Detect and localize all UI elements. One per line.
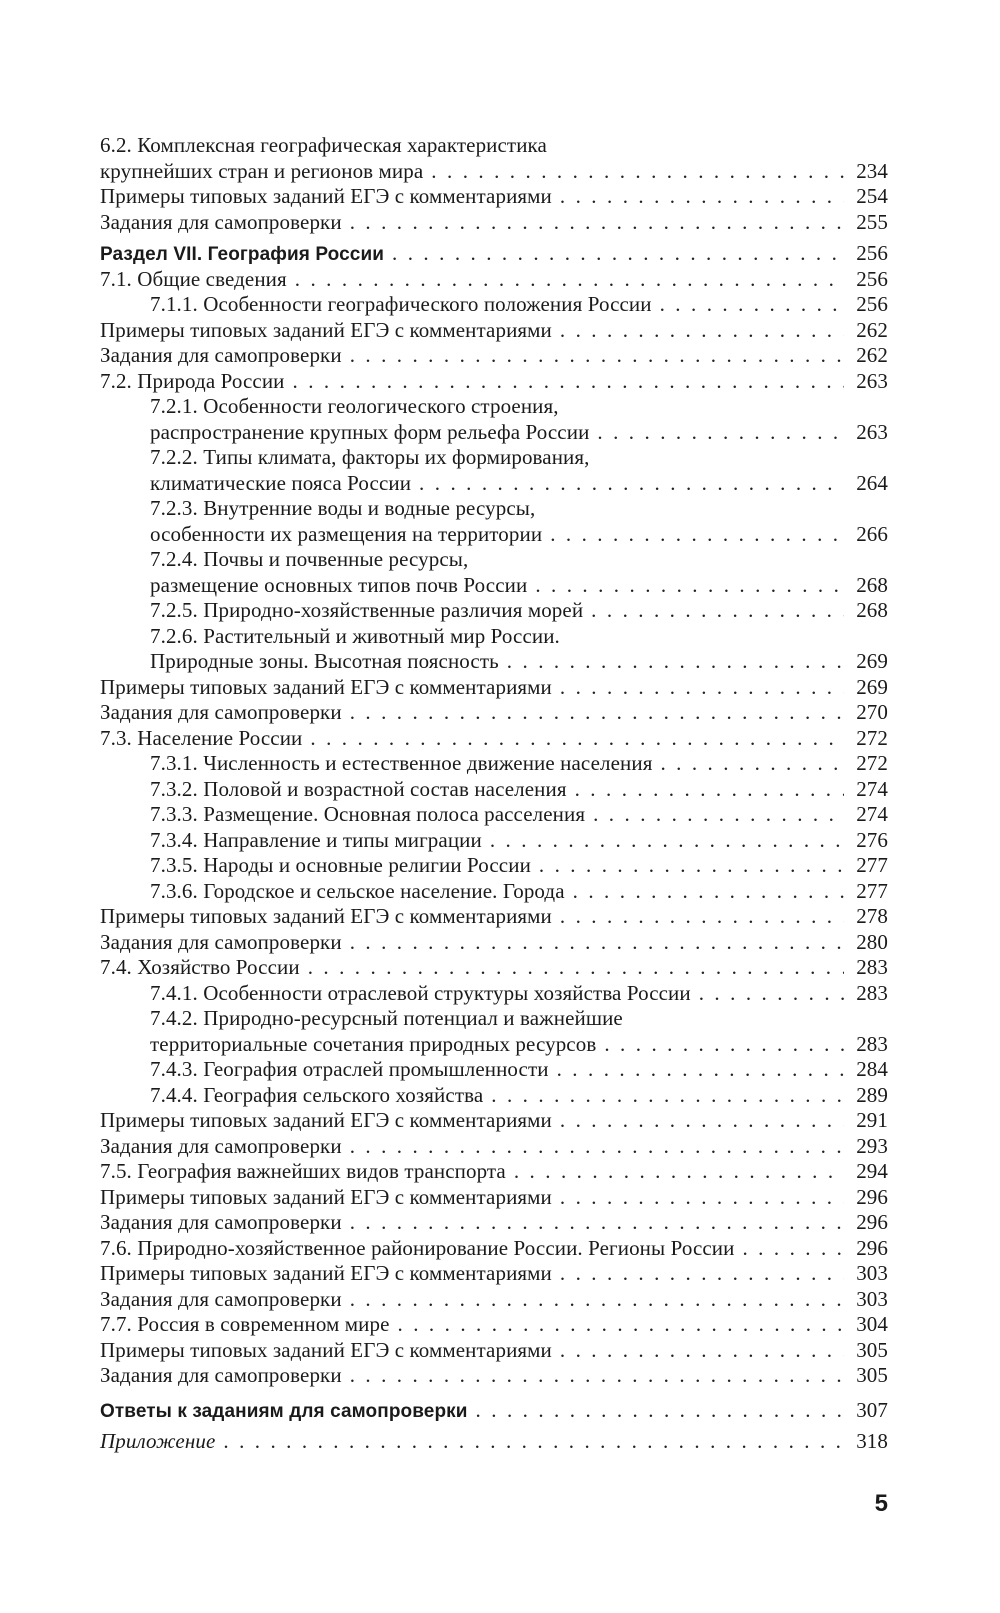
toc-entry-page: 270 xyxy=(856,700,888,724)
dot-leader xyxy=(734,1236,844,1262)
toc-entry-page: 262 xyxy=(856,317,888,342)
toc-entry-title: Задания для самопроверки xyxy=(100,209,342,234)
dot-leader xyxy=(342,1363,844,1389)
toc-entry-page: 283 xyxy=(856,980,888,1005)
toc-entry-page: 284 xyxy=(856,1057,888,1081)
toc-entry xyxy=(100,598,888,624)
toc-entry xyxy=(100,1083,888,1109)
toc-entry xyxy=(100,1057,888,1083)
toc-entry-title: климатические пояса России xyxy=(150,470,412,495)
dot-leader xyxy=(527,573,844,599)
toc-entry-page: 296 xyxy=(856,1235,888,1260)
toc-entry xyxy=(100,1287,888,1313)
toc-entry-page: 274 xyxy=(856,776,888,801)
dot-leader xyxy=(483,1083,844,1109)
toc-entry-page: 262 xyxy=(856,343,888,367)
toc-entry-page: 269 xyxy=(856,674,888,699)
toc-entry-page: 255 xyxy=(856,209,888,234)
toc-entry xyxy=(100,369,888,395)
toc-entry-page: 254 xyxy=(856,184,888,208)
toc-entry-title: 7.5. География важнейших видов транспорта xyxy=(100,1159,506,1183)
toc-entry-page: 277 xyxy=(856,853,888,877)
toc-entry-page: 304 xyxy=(856,1312,888,1336)
toc-entry xyxy=(100,1134,888,1160)
toc-entry xyxy=(100,726,888,752)
dot-leader xyxy=(411,471,844,497)
toc-entry-title: 7.4.1. Особенности отраслевой структуры хозяйства России xyxy=(150,980,691,1005)
dot-leader xyxy=(542,522,844,548)
toc-entry-title: территориальные сочетания природных ресурсов xyxy=(150,1031,597,1056)
toc-entry-page: 280 xyxy=(856,929,888,954)
toc-entry-page: 291 xyxy=(856,1108,888,1132)
dot-leader xyxy=(552,675,844,701)
toc-entry-title: Задания для самопроверки xyxy=(100,1133,342,1158)
toc-entry-page: 256 xyxy=(856,266,888,291)
toc-entry-page: 266 xyxy=(856,521,888,546)
toc-entry xyxy=(100,955,888,981)
toc-entry xyxy=(100,1338,888,1364)
toc-entry xyxy=(100,1363,888,1389)
toc-entry-page: 268 xyxy=(856,572,888,597)
toc-entry-title: Ответы к заданиям для самопроверки xyxy=(100,1400,468,1422)
toc-entry xyxy=(100,700,888,726)
toc-entry-title: 7.3.6. Городское и сельское население. Города xyxy=(150,878,565,903)
toc-entry-title: Примеры типовых заданий ЕГЭ с комментариями xyxy=(100,1337,552,1362)
toc-entry-title: Примеры типовых заданий ЕГЭ с комментариями xyxy=(100,317,552,342)
toc-entry-page: 307 xyxy=(856,1397,888,1422)
toc-entry xyxy=(100,675,888,701)
dot-leader xyxy=(468,1398,844,1424)
dot-leader xyxy=(287,267,844,293)
dot-leader xyxy=(215,1429,844,1455)
toc-entry-page: 276 xyxy=(856,827,888,852)
toc-entry xyxy=(100,133,888,159)
table-of-contents xyxy=(100,133,888,1455)
toc-entry-title: 7.3.4. Направление и типы миграции xyxy=(150,827,482,852)
toc-entry-page: 305 xyxy=(856,1337,888,1362)
toc-entry xyxy=(100,159,888,185)
dot-leader xyxy=(691,981,844,1007)
toc-entry-page: 272 xyxy=(856,751,888,775)
toc-entry-title: 7.1.1. Особенности географического положения России xyxy=(150,292,652,316)
toc-entry xyxy=(100,420,888,446)
toc-entry xyxy=(100,1108,888,1134)
toc-entry-page: 264 xyxy=(856,470,888,495)
toc-entry-title: 7.2.3. Внутренние воды и водные ресурсы, xyxy=(150,496,536,520)
dot-leader xyxy=(567,777,844,803)
dot-leader xyxy=(482,828,844,854)
toc-entry-title: 7.4.2. Природно-ресурсный потенциал и важнейшие xyxy=(150,1006,623,1030)
toc-entry-page: 289 xyxy=(856,1082,888,1107)
dot-leader xyxy=(499,649,844,675)
dot-leader xyxy=(552,184,844,210)
dot-leader xyxy=(652,292,844,318)
toc-entry-title: Примеры типовых заданий ЕГЭ с комментариями xyxy=(100,184,552,208)
dot-leader xyxy=(549,1057,844,1083)
toc-entry xyxy=(100,1236,888,1262)
toc-entry xyxy=(100,777,888,803)
toc-entry-title: Примеры типовых заданий ЕГЭ с комментариями xyxy=(100,1184,552,1209)
toc-entry-title: 7.3.2. Половой и возрастной состав населения xyxy=(150,776,567,801)
toc-entry-title: 7.4.4. География сельского хозяйства xyxy=(150,1082,484,1107)
toc-entry-page: 303 xyxy=(856,1286,888,1311)
toc-entry xyxy=(100,318,888,344)
toc-entry-page: 234 xyxy=(856,158,888,183)
dot-leader xyxy=(342,930,844,956)
dot-leader xyxy=(552,904,844,930)
toc-entry xyxy=(100,1006,888,1032)
toc-entry-title: Раздел VII. География России xyxy=(100,244,385,265)
dot-leader xyxy=(596,1032,844,1058)
toc-entry-title: 7.3.1. Численность и естественное движение населения xyxy=(150,751,653,775)
toc-entry-title: 6.2. Комплексная географическая характеристика xyxy=(100,133,547,157)
toc-entry-title: 7.6. Природно-хозяйственное районирование России. Регионы России xyxy=(100,1235,735,1260)
toc-entry xyxy=(100,1429,888,1455)
toc-entry-title: 7.2.5. Природно-хозяйственные различия морей xyxy=(150,598,584,622)
dot-leader xyxy=(506,1159,844,1185)
toc-entry-title: Задания для самопроверки xyxy=(100,1286,342,1311)
toc-entry-page: 283 xyxy=(856,1031,888,1056)
dot-leader xyxy=(552,1261,844,1287)
toc-entry xyxy=(100,1210,888,1236)
dot-leader xyxy=(285,369,844,395)
toc-entry-title: 7.2. Природа России xyxy=(100,368,285,393)
toc-entry xyxy=(100,573,888,599)
toc-entry xyxy=(100,471,888,497)
toc-entry-page: 303 xyxy=(856,1261,888,1285)
toc-entry-page: 293 xyxy=(856,1133,888,1158)
dot-leader xyxy=(565,879,844,905)
toc-entry xyxy=(100,547,888,573)
toc-entry-title: Задания для самопроверки xyxy=(100,343,342,367)
dot-leader xyxy=(552,1185,844,1211)
toc-entry-title: Примеры типовых заданий ЕГЭ с комментариями xyxy=(100,1108,552,1132)
toc-entry-title: Задания для самопроверки xyxy=(100,1210,342,1234)
toc-entry xyxy=(100,241,888,267)
toc-entry-page: 268 xyxy=(856,598,888,622)
toc-entry-title: Задания для самопроверки xyxy=(100,929,342,954)
toc-entry-title: Природные зоны. Высотная поясность xyxy=(150,649,499,673)
dot-leader xyxy=(552,1108,844,1134)
toc-entry-title: 7.2.4. Почвы и почвенные ресурсы, xyxy=(150,547,469,571)
toc-entry-title: 7.7. Россия в современном мире xyxy=(100,1312,390,1336)
toc-entry-title: 7.3.5. Народы и основные религии России xyxy=(150,853,531,877)
toc-entry-title: 7.2.6. Растительный и животный мир России. xyxy=(150,623,560,648)
dot-leader xyxy=(652,751,844,777)
toc-entry-title: крупнейших стран и регионов мира xyxy=(100,158,424,183)
toc-entry-title: распространение крупных форм рельефа России xyxy=(150,419,590,444)
toc-entry xyxy=(100,649,888,675)
toc-entry xyxy=(100,828,888,854)
toc-entry-title: 7.3.3. Размещение. Основная полоса расселения xyxy=(150,802,586,826)
dot-leader xyxy=(585,802,844,828)
toc-entry xyxy=(100,267,888,293)
toc-entry xyxy=(100,1398,888,1424)
toc-entry xyxy=(100,981,888,1007)
toc-entry-title: Задания для самопроверки xyxy=(100,1363,342,1387)
toc-entry-page: 256 xyxy=(856,241,888,265)
toc-entry xyxy=(100,879,888,905)
page-number: 5 xyxy=(874,1490,888,1517)
toc-entry xyxy=(100,210,888,236)
toc-entry-title: 7.4.3. География отраслей промышленности xyxy=(150,1057,549,1081)
toc-entry xyxy=(100,292,888,318)
toc-entry-title: 7.2.1. Особенности геологического строения, xyxy=(150,394,559,418)
toc-entry-page: 278 xyxy=(856,904,888,928)
toc-entry-page: 269 xyxy=(856,649,888,673)
toc-entry-page: 256 xyxy=(856,292,888,316)
toc-entry-title: Примеры типовых заданий ЕГЭ с комментариями xyxy=(100,674,552,699)
dot-leader xyxy=(531,853,844,879)
toc-entry-title: Задания для самопроверки xyxy=(100,700,342,724)
toc-entry-page: 294 xyxy=(856,1159,888,1183)
dot-leader xyxy=(552,318,844,344)
toc-entry-title: Приложение xyxy=(100,1429,216,1453)
toc-entry-title: 7.1. Общие сведения xyxy=(100,266,287,291)
dot-leader xyxy=(342,1134,844,1160)
dot-leader xyxy=(342,700,844,726)
toc-entry xyxy=(100,930,888,956)
toc-entry xyxy=(100,751,888,777)
dot-leader xyxy=(342,1287,844,1313)
toc-entry xyxy=(100,1261,888,1287)
dot-leader xyxy=(384,241,844,267)
dot-leader xyxy=(342,210,844,236)
dot-leader xyxy=(390,1312,844,1338)
toc-entry-title: Примеры типовых заданий ЕГЭ с комментариями xyxy=(100,904,552,928)
toc-entry-page: 263 xyxy=(856,368,888,393)
toc-entry-page: 296 xyxy=(856,1184,888,1209)
toc-entry xyxy=(100,522,888,548)
toc-entry-page: 283 xyxy=(856,955,888,979)
toc-entry xyxy=(100,445,888,471)
dot-leader xyxy=(342,343,844,369)
toc-entry xyxy=(100,1032,888,1058)
toc-entry-page: 274 xyxy=(856,802,888,826)
dot-leader xyxy=(300,955,844,981)
dot-leader xyxy=(583,598,844,624)
toc-entry-title: 7.2.2. Типы климата, факторы их формирования, xyxy=(150,445,590,469)
toc-entry xyxy=(100,394,888,420)
toc-entry-page: 305 xyxy=(856,1363,888,1387)
toc-entry xyxy=(100,904,888,930)
toc-entry-page: 277 xyxy=(856,878,888,903)
toc-entry xyxy=(100,624,888,650)
dot-leader xyxy=(552,1338,844,1364)
toc-entry xyxy=(100,1185,888,1211)
toc-entry-page: 272 xyxy=(856,725,888,750)
dot-leader xyxy=(423,159,844,185)
dot-leader xyxy=(589,420,844,446)
toc-entry xyxy=(100,343,888,369)
toc-entry-page: 318 xyxy=(856,1429,888,1453)
toc-entry-title: 7.3. Население России xyxy=(100,725,303,750)
toc-entry-title: Примеры типовых заданий ЕГЭ с комментариями xyxy=(100,1261,552,1285)
toc-entry xyxy=(100,1312,888,1338)
toc-entry xyxy=(100,853,888,879)
toc-entry xyxy=(100,496,888,522)
toc-entry xyxy=(100,1159,888,1185)
toc-entry-title: особенности их размещения на территории xyxy=(150,521,543,546)
toc-entry-page: 296 xyxy=(856,1210,888,1234)
dot-leader xyxy=(342,1210,844,1236)
toc-entry-page: 263 xyxy=(856,419,888,444)
toc-entry-title: 7.4. Хозяйство России xyxy=(100,955,300,979)
toc-entry xyxy=(100,184,888,210)
toc-entry xyxy=(100,802,888,828)
dot-leader xyxy=(302,726,844,752)
toc-entry-title: размещение основных типов почв России xyxy=(150,572,528,597)
